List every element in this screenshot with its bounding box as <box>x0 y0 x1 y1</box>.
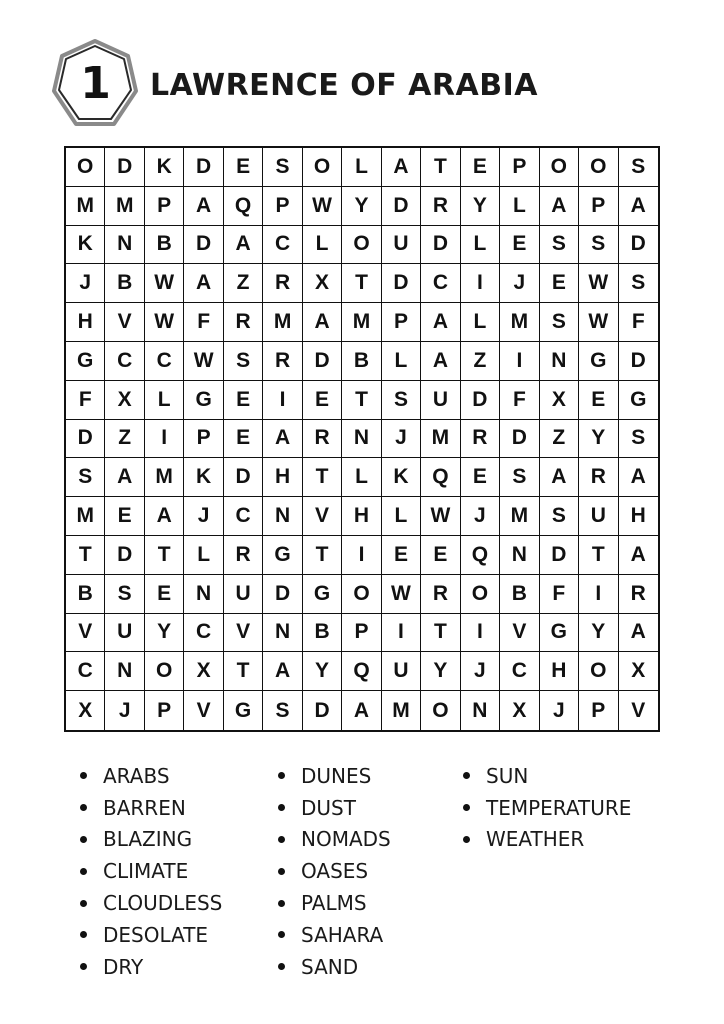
grid-cell[interactable]: M <box>342 303 381 342</box>
grid-cell[interactable]: A <box>342 691 381 730</box>
grid-cell[interactable]: B <box>105 264 144 303</box>
grid-cell[interactable]: I <box>342 536 381 575</box>
grid-cell[interactable]: Z <box>540 420 579 459</box>
grid-cell[interactable]: R <box>224 536 263 575</box>
word-text: WEATHER <box>486 827 585 852</box>
grid-cell[interactable]: W <box>303 187 342 226</box>
word-text: DUNES <box>301 763 372 788</box>
grid-cell[interactable]: Q <box>421 458 460 497</box>
grid-cell[interactable]: Y <box>303 652 342 691</box>
word-text: TEMPERATURE <box>486 795 632 820</box>
grid-cell[interactable]: S <box>540 226 579 265</box>
grid-cell[interactable]: D <box>303 691 342 730</box>
grid-cell[interactable]: A <box>619 187 658 226</box>
grid-cell[interactable]: S <box>540 303 579 342</box>
grid-cell[interactable]: I <box>145 420 184 459</box>
grid-cell[interactable]: D <box>619 226 658 265</box>
grid-cell[interactable]: A <box>184 264 223 303</box>
bullet-icon <box>80 804 87 811</box>
grid-cell[interactable]: Q <box>224 187 263 226</box>
word-list-item <box>278 951 391 983</box>
grid-cell[interactable]: L <box>382 342 421 381</box>
grid-cell[interactable]: S <box>579 226 618 265</box>
grid-cell[interactable]: P <box>579 691 618 730</box>
grid-cell[interactable]: E <box>224 381 263 420</box>
grid-cell[interactable]: H <box>619 497 658 536</box>
word-text: CLIMATE <box>103 859 189 884</box>
grid-cell[interactable]: P <box>184 420 223 459</box>
grid-cell[interactable]: A <box>619 614 658 653</box>
word-text: OASES <box>301 859 369 884</box>
grid-cell[interactable]: T <box>421 614 460 653</box>
grid-cell[interactable]: R <box>619 575 658 614</box>
grid-cell[interactable]: C <box>66 652 105 691</box>
word-list-item <box>463 760 631 792</box>
grid-cell[interactable]: V <box>184 691 223 730</box>
grid-cell[interactable]: Y <box>145 614 184 653</box>
grid-cell[interactable]: L <box>342 148 381 187</box>
grid-cell[interactable]: P <box>342 614 381 653</box>
grid-cell[interactable]: M <box>500 497 539 536</box>
bullet-icon <box>278 868 285 875</box>
grid-cell[interactable]: P <box>263 187 302 226</box>
grid-cell[interactable]: N <box>105 652 144 691</box>
grid-cell[interactable]: T <box>224 652 263 691</box>
grid-cell[interactable]: A <box>263 420 302 459</box>
grid-cell[interactable]: A <box>619 458 658 497</box>
puzzle-number-badge <box>50 36 140 130</box>
grid-cell[interactable]: N <box>184 575 223 614</box>
grid-cell[interactable]: P <box>382 303 421 342</box>
grid-cell[interactable]: Q <box>342 652 381 691</box>
grid-cell[interactable]: N <box>263 614 302 653</box>
grid-cell[interactable]: P <box>579 187 618 226</box>
grid-cell[interactable]: E <box>224 420 263 459</box>
grid-cell[interactable]: M <box>66 187 105 226</box>
puzzle-title: LAWRENCE OF ARABIA <box>150 68 538 103</box>
grid-cell[interactable]: S <box>263 691 302 730</box>
bullet-icon <box>463 804 470 811</box>
grid-cell[interactable]: C <box>224 497 263 536</box>
bullet-icon <box>80 836 87 843</box>
grid-cell[interactable]: A <box>540 187 579 226</box>
grid-cell[interactable]: S <box>263 148 302 187</box>
grid-cell[interactable]: R <box>224 303 263 342</box>
grid-cell[interactable]: H <box>263 458 302 497</box>
word-list-item <box>278 792 391 824</box>
grid-cell[interactable]: B <box>500 575 539 614</box>
grid-cell[interactable]: X <box>105 381 144 420</box>
word-text: PALMS <box>301 891 367 916</box>
grid-cell[interactable]: S <box>66 458 105 497</box>
bullet-icon <box>278 963 285 970</box>
grid-cell[interactable]: A <box>619 536 658 575</box>
grid-cell[interactable]: W <box>579 303 618 342</box>
grid-cell[interactable]: V <box>105 303 144 342</box>
grid-cell[interactable]: V <box>500 614 539 653</box>
grid-cell[interactable]: M <box>500 303 539 342</box>
grid-cell[interactable]: T <box>421 148 460 187</box>
grid-cell[interactable]: U <box>421 381 460 420</box>
grid-cell[interactable]: N <box>500 536 539 575</box>
grid-cell[interactable]: E <box>421 536 460 575</box>
grid-cell[interactable]: J <box>184 497 223 536</box>
grid-cell[interactable]: A <box>263 652 302 691</box>
grid-cell[interactable]: O <box>461 575 500 614</box>
grid-cell[interactable]: I <box>263 381 302 420</box>
grid-cell[interactable]: D <box>382 264 421 303</box>
word-list <box>80 760 680 990</box>
bullet-icon <box>278 836 285 843</box>
grid-cell[interactable]: W <box>184 342 223 381</box>
grid-cell[interactable]: H <box>66 303 105 342</box>
grid-cell[interactable]: A <box>540 458 579 497</box>
grid-cell[interactable]: J <box>461 652 500 691</box>
grid-cell[interactable]: E <box>579 381 618 420</box>
grid-cell[interactable]: F <box>500 381 539 420</box>
grid-cell[interactable]: E <box>500 226 539 265</box>
word-list-item <box>80 824 222 856</box>
grid-cell[interactable]: X <box>66 691 105 730</box>
grid-cell[interactable]: G <box>66 342 105 381</box>
grid-cell[interactable]: L <box>500 187 539 226</box>
grid-cell[interactable]: Z <box>105 420 144 459</box>
grid-cell[interactable]: X <box>500 691 539 730</box>
grid-cell[interactable]: F <box>619 303 658 342</box>
grid-cell[interactable]: D <box>619 342 658 381</box>
grid-cell[interactable]: B <box>66 575 105 614</box>
grid-cell[interactable]: M <box>105 187 144 226</box>
grid-cell[interactable]: E <box>224 148 263 187</box>
bullet-icon <box>80 772 87 779</box>
grid-cell[interactable]: W <box>421 497 460 536</box>
grid-cell[interactable]: J <box>105 691 144 730</box>
grid-cell[interactable]: L <box>461 226 500 265</box>
word-list-item <box>278 887 391 919</box>
grid-cell[interactable]: O <box>342 226 381 265</box>
grid-cell[interactable]: T <box>303 536 342 575</box>
grid-cell[interactable]: R <box>579 458 618 497</box>
grid-cell[interactable]: S <box>619 264 658 303</box>
grid-cell[interactable]: O <box>303 148 342 187</box>
grid-cell[interactable]: M <box>145 458 184 497</box>
grid-cell[interactable]: W <box>579 264 618 303</box>
word-list-item <box>80 792 222 824</box>
grid-cell[interactable]: R <box>303 420 342 459</box>
grid-cell[interactable]: M <box>263 303 302 342</box>
grid-cell[interactable]: N <box>461 691 500 730</box>
grid-cell[interactable]: S <box>382 381 421 420</box>
grid-cell[interactable]: L <box>184 536 223 575</box>
word-list-column <box>278 760 391 983</box>
grid-cell[interactable]: J <box>382 420 421 459</box>
grid-cell[interactable]: P <box>145 187 184 226</box>
grid-cell[interactable]: R <box>263 342 302 381</box>
grid-cell[interactable]: U <box>224 575 263 614</box>
grid-cell[interactable]: W <box>145 303 184 342</box>
word-list-column <box>80 760 222 983</box>
grid-cell[interactable]: D <box>540 536 579 575</box>
grid-cell[interactable]: T <box>303 458 342 497</box>
grid-cell[interactable]: A <box>224 226 263 265</box>
grid-cell[interactable]: U <box>105 614 144 653</box>
grid-cell[interactable]: H <box>540 652 579 691</box>
grid-cell[interactable]: F <box>184 303 223 342</box>
grid-cell[interactable]: I <box>500 342 539 381</box>
word-list-item <box>80 951 222 983</box>
bullet-icon <box>278 900 285 907</box>
bullet-icon <box>463 836 470 843</box>
grid-cell[interactable]: A <box>421 303 460 342</box>
grid-cell[interactable]: Y <box>461 187 500 226</box>
puzzle-number: 1 <box>80 57 110 109</box>
grid-cell[interactable]: Z <box>461 342 500 381</box>
grid-cell[interactable]: R <box>263 264 302 303</box>
grid-cell[interactable]: D <box>224 458 263 497</box>
word-text: BARREN <box>103 795 186 820</box>
grid-cell[interactable]: G <box>303 575 342 614</box>
grid-cell[interactable]: G <box>619 381 658 420</box>
grid-cell[interactable]: C <box>184 614 223 653</box>
word-text: ARABS <box>103 763 170 788</box>
grid-cell[interactable]: X <box>619 652 658 691</box>
bullet-icon <box>80 931 87 938</box>
grid-cell[interactable]: F <box>66 381 105 420</box>
grid-cell[interactable]: U <box>382 226 421 265</box>
grid-cell[interactable]: Y <box>421 652 460 691</box>
grid-cell[interactable]: S <box>619 420 658 459</box>
grid-cell[interactable]: F <box>540 575 579 614</box>
grid-cell[interactable]: D <box>263 575 302 614</box>
grid-cell[interactable]: S <box>540 497 579 536</box>
word-text: DRY <box>103 954 144 979</box>
grid-cell[interactable]: N <box>342 420 381 459</box>
grid-cell[interactable]: C <box>500 652 539 691</box>
grid-cell[interactable]: W <box>145 264 184 303</box>
word-list-item <box>80 855 222 887</box>
grid-cell[interactable]: M <box>66 497 105 536</box>
grid-cell[interactable]: I <box>461 614 500 653</box>
grid-cell[interactable]: E <box>461 458 500 497</box>
word-list-item <box>463 824 631 856</box>
word-list-item <box>80 919 222 951</box>
grid-cell[interactable]: K <box>145 148 184 187</box>
word-text: CLOUDLESS <box>103 891 223 916</box>
grid-cell[interactable]: V <box>631 698 646 722</box>
grid-cell[interactable]: G <box>579 342 618 381</box>
grid-cell[interactable]: O <box>66 148 105 187</box>
grid-cell[interactable]: C <box>263 226 302 265</box>
grid-cell[interactable]: O <box>145 652 184 691</box>
grid-cell[interactable]: P <box>500 148 539 187</box>
grid-cell[interactable]: G <box>184 381 223 420</box>
grid-cell[interactable]: S <box>105 575 144 614</box>
grid-cell[interactable]: O <box>579 652 618 691</box>
grid-cell[interactable]: X <box>303 264 342 303</box>
grid-cell[interactable]: E <box>540 264 579 303</box>
grid-cell[interactable]: O <box>579 148 618 187</box>
grid-cell[interactable]: M <box>421 420 460 459</box>
grid-cell[interactable]: L <box>303 226 342 265</box>
grid-cell[interactable]: V <box>66 614 105 653</box>
grid-cell[interactable]: T <box>66 536 105 575</box>
grid-cell[interactable]: D <box>105 148 144 187</box>
word-text: SAHARA <box>301 922 384 947</box>
grid-cell[interactable]: C <box>105 342 144 381</box>
grid-cell[interactable]: S <box>619 148 658 187</box>
grid-cell[interactable]: D <box>461 381 500 420</box>
word-list-item <box>278 760 391 792</box>
word-text: BLAZING <box>103 827 193 852</box>
grid-cell[interactable]: L <box>342 458 381 497</box>
grid-cell[interactable]: D <box>66 420 105 459</box>
bullet-icon <box>463 772 470 779</box>
word-text: NOMADS <box>301 827 391 852</box>
grid-cell[interactable]: A <box>382 148 421 187</box>
grid-cell[interactable]: E <box>145 575 184 614</box>
grid-cell[interactable]: W <box>382 575 421 614</box>
grid-cell[interactable]: B <box>342 342 381 381</box>
grid-cell[interactable]: B <box>145 226 184 265</box>
grid-cell[interactable]: R <box>421 187 460 226</box>
word-list-column <box>463 760 631 855</box>
grid-cell[interactable]: E <box>461 148 500 187</box>
word-list-item <box>80 760 222 792</box>
grid-cell[interactable]: D <box>303 342 342 381</box>
grid-cell[interactable]: G <box>540 614 579 653</box>
grid-cell[interactable]: D <box>382 187 421 226</box>
grid-cell[interactable]: S <box>500 458 539 497</box>
grid-cell[interactable]: O <box>540 148 579 187</box>
grid-cell[interactable]: L <box>145 381 184 420</box>
grid-cell[interactable]: O <box>421 691 460 730</box>
grid-cell[interactable]: I <box>579 575 618 614</box>
grid-cell[interactable]: L <box>382 497 421 536</box>
grid-cell[interactable]: Q <box>461 536 500 575</box>
grid-cell[interactable]: V <box>303 497 342 536</box>
grid-cell[interactable]: R <box>421 575 460 614</box>
grid-cell[interactable]: D <box>421 226 460 265</box>
grid-cell[interactable]: G <box>263 536 302 575</box>
grid-cell[interactable]: Z <box>224 264 263 303</box>
grid-cell[interactable]: K <box>66 226 105 265</box>
grid-cell[interactable]: T <box>342 264 381 303</box>
grid-cell[interactable]: P <box>145 691 184 730</box>
word-list-item <box>278 824 391 856</box>
grid-cell[interactable]: J <box>500 264 539 303</box>
grid-cell[interactable]: E <box>303 381 342 420</box>
grid-cell[interactable]: N <box>105 226 144 265</box>
grid-cell[interactable]: A <box>184 187 223 226</box>
grid-cell[interactable]: Y <box>342 187 381 226</box>
grid-cell[interactable]: T <box>342 381 381 420</box>
grid-cell[interactable]: T <box>145 536 184 575</box>
grid-cell[interactable]: S <box>224 342 263 381</box>
grid-cell[interactable]: J <box>461 497 500 536</box>
grid-cell[interactable]: U <box>382 652 421 691</box>
grid-cell[interactable]: D <box>184 226 223 265</box>
grid-cell[interactable]: A <box>303 303 342 342</box>
grid-cell[interactable]: A <box>145 497 184 536</box>
grid-cell[interactable]: K <box>184 458 223 497</box>
grid-cell[interactable]: I <box>461 264 500 303</box>
word-list-item <box>463 792 631 824</box>
grid-cell[interactable]: K <box>382 458 421 497</box>
grid-cell[interactable]: R <box>461 420 500 459</box>
grid-cell[interactable]: N <box>263 497 302 536</box>
grid-cell[interactable]: H <box>342 497 381 536</box>
grid-cell[interactable]: C <box>421 264 460 303</box>
grid-cell[interactable]: V <box>224 614 263 653</box>
grid-cell[interactable]: D <box>500 420 539 459</box>
bullet-icon <box>80 868 87 875</box>
word-text: SUN <box>486 763 529 788</box>
bullet-icon <box>278 804 285 811</box>
word-search-grid <box>64 146 660 732</box>
grid-cell[interactable]: Y <box>579 614 618 653</box>
grid-cell[interactable]: X <box>184 652 223 691</box>
grid-cell[interactable]: J <box>540 691 579 730</box>
grid-cell[interactable]: B <box>303 614 342 653</box>
word-text: SAND <box>301 954 359 979</box>
grid-cell[interactable]: Y <box>579 420 618 459</box>
grid-cell[interactable]: X <box>540 381 579 420</box>
grid-cell[interactable]: D <box>105 536 144 575</box>
bullet-icon <box>278 931 285 938</box>
grid-cell[interactable]: A <box>105 458 144 497</box>
word-text: DUST <box>301 795 356 820</box>
grid-cell[interactable]: O <box>342 575 381 614</box>
grid-cell[interactable]: J <box>66 264 105 303</box>
grid-cell[interactable]: E <box>105 497 144 536</box>
grid-cell[interactable]: C <box>145 342 184 381</box>
word-text: DESOLATE <box>103 922 209 947</box>
grid-cell[interactable]: L <box>461 303 500 342</box>
grid-cell[interactable]: M <box>382 691 421 730</box>
grid-cell[interactable]: G <box>224 691 263 730</box>
grid-cell[interactable]: U <box>579 497 618 536</box>
grid-cell[interactable]: E <box>382 536 421 575</box>
grid-cell[interactable]: I <box>382 614 421 653</box>
grid-cell[interactable]: N <box>540 342 579 381</box>
word-list-item <box>278 919 391 951</box>
grid-cell[interactable]: D <box>184 148 223 187</box>
word-list-item <box>80 887 222 919</box>
grid-cell[interactable]: T <box>579 536 618 575</box>
bullet-icon <box>80 900 87 907</box>
grid-cell[interactable]: A <box>421 342 460 381</box>
bullet-icon <box>278 772 285 779</box>
word-list-item <box>278 855 391 887</box>
bullet-icon <box>80 963 87 970</box>
